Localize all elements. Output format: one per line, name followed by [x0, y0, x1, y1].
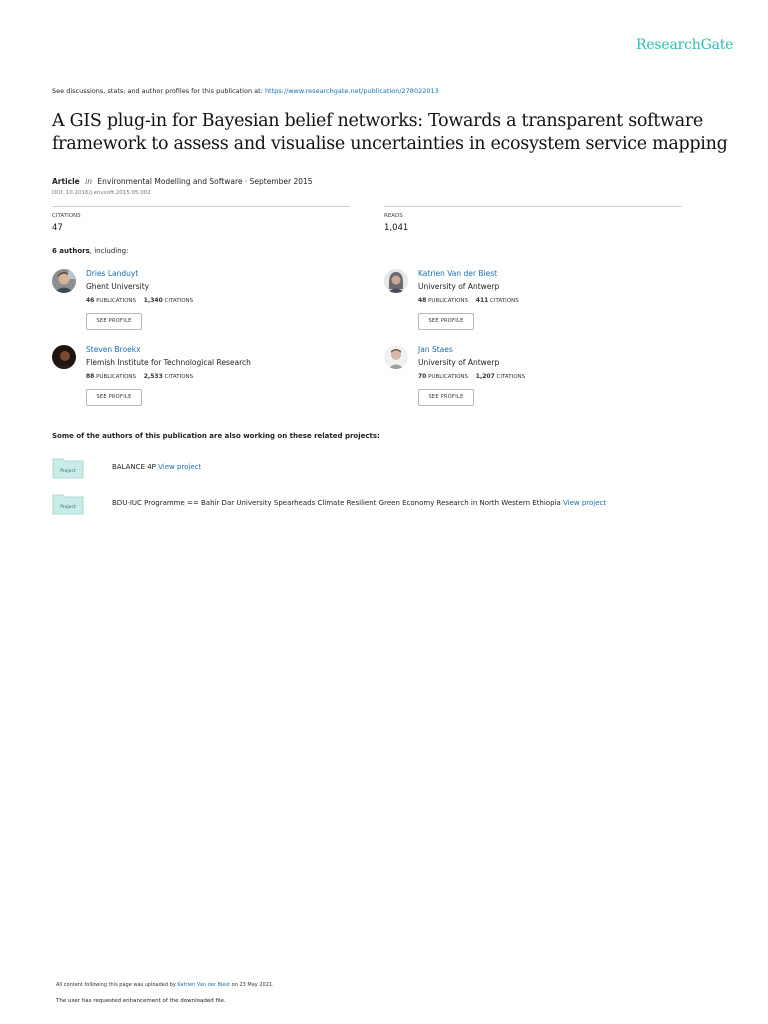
project-name: BDU-IUC Programme == Bahir Dar University Spearheads Climate Resilient Green Economy Research in North Western Ethiopia [112, 499, 561, 507]
author-name-link[interactable]: Steven Broekx [86, 345, 141, 354]
project-item [52, 457, 692, 483]
author-card [52, 345, 352, 415]
in-word: in [85, 177, 92, 186]
author-avatar[interactable] [52, 269, 76, 293]
project-text [112, 499, 606, 507]
researchgate-logo[interactable]: ResearchGate [636, 37, 734, 53]
discussion-prefix: See discussions, stats, and author profiles for this publication at: [52, 87, 263, 95]
project-name: BALANCE 4P [112, 463, 156, 471]
publications-label: PUBLICATIONS [428, 374, 469, 380]
upload-suffix: on 23 May 2021. [231, 982, 274, 988]
author-avatar[interactable] [384, 345, 408, 369]
publications-count: 88 [86, 373, 95, 380]
citations-label: CITATIONS [52, 213, 81, 219]
see-profile-button[interactable]: SEE PROFILE [418, 313, 474, 330]
author-name-link[interactable]: Katrien Van der Biest [418, 269, 498, 278]
view-project-link[interactable]: View project [562, 499, 607, 507]
authors-count: 6 authors [52, 247, 90, 255]
reads-label: READS [384, 213, 403, 219]
publication-meta [52, 177, 313, 186]
citations-count: 411 [475, 297, 489, 304]
publications-count: 48 [418, 297, 427, 304]
publications-label: PUBLICATIONS [96, 374, 137, 380]
citations-count: 1,340 [143, 297, 163, 304]
author-avatar[interactable] [52, 345, 76, 369]
folder-icon [52, 493, 84, 515]
author-stats [418, 297, 519, 304]
authors-suffix: , including: [89, 247, 129, 255]
author-stats [86, 297, 193, 304]
author-card [384, 345, 684, 415]
see-profile-button[interactable]: SEE PROFILE [86, 389, 142, 406]
publication-title: A GIS plug-in for Bayesian belief networks: Towards a transparent software framework to assess and visualise uncertainties in ecosystem service mapping [52, 111, 728, 154]
author-institution: University of Antwerp [418, 282, 500, 291]
author-stats [86, 373, 193, 380]
enhancement-note: The user has requested enhancement of the downloaded file. [56, 998, 226, 1004]
citations-label: CITATIONS [164, 374, 194, 380]
author-card [52, 269, 352, 339]
publication-type: Article [52, 177, 80, 186]
publications-count: 46 [86, 297, 95, 304]
publications-label: PUBLICATIONS [96, 298, 137, 304]
author-institution: Flemish Institute for Technological Research [86, 358, 251, 367]
author-stats [418, 373, 525, 380]
citations-label: CITATIONS [496, 374, 526, 380]
discussion-line [52, 87, 439, 95]
author-card [384, 269, 684, 339]
author-name-link[interactable]: Dries Landuyt [86, 269, 139, 278]
citations-value: 47 [52, 223, 63, 233]
citations-count: 1,207 [475, 373, 495, 380]
author-avatar[interactable] [384, 269, 408, 293]
folder-label: Project [60, 469, 76, 474]
citations-label: CITATIONS [490, 298, 519, 304]
upload-prefix: All content following this page was uploaded by [56, 982, 176, 988]
reads-divider [384, 206, 682, 207]
author-institution: Ghent University [86, 282, 150, 291]
uploader-link[interactable]: Katrien Van der Biest [177, 982, 231, 988]
citations-label: CITATIONS [164, 298, 194, 304]
doi: DOI: 10.1016/j.envsoft.2015.05.002 [52, 190, 151, 196]
publication-url-link[interactable]: https://www.researchgate.net/publication/278022013 [264, 87, 439, 95]
folder-icon [52, 457, 84, 479]
view-project-link[interactable]: View project [158, 463, 202, 471]
related-projects-heading: Some of the authors of this publication are also working on these related projects: [52, 432, 380, 440]
folder-label: Project [60, 505, 76, 510]
project-item [52, 493, 692, 519]
citations-divider [52, 206, 350, 207]
reads-value: 1,041 [384, 223, 409, 233]
authors-heading [52, 247, 128, 255]
journal-date: Environmental Modelling and Software · September 2015 [97, 177, 313, 186]
upload-note [56, 982, 274, 988]
see-profile-button[interactable]: SEE PROFILE [418, 389, 474, 406]
publications-label: PUBLICATIONS [428, 298, 469, 304]
author-name-link[interactable]: Jan Staes [418, 345, 453, 354]
publications-count: 70 [418, 373, 427, 380]
project-text [112, 463, 201, 471]
author-institution: University of Antwerp [418, 358, 500, 367]
citations-count: 2,533 [143, 373, 163, 380]
see-profile-button[interactable]: SEE PROFILE [86, 313, 142, 330]
